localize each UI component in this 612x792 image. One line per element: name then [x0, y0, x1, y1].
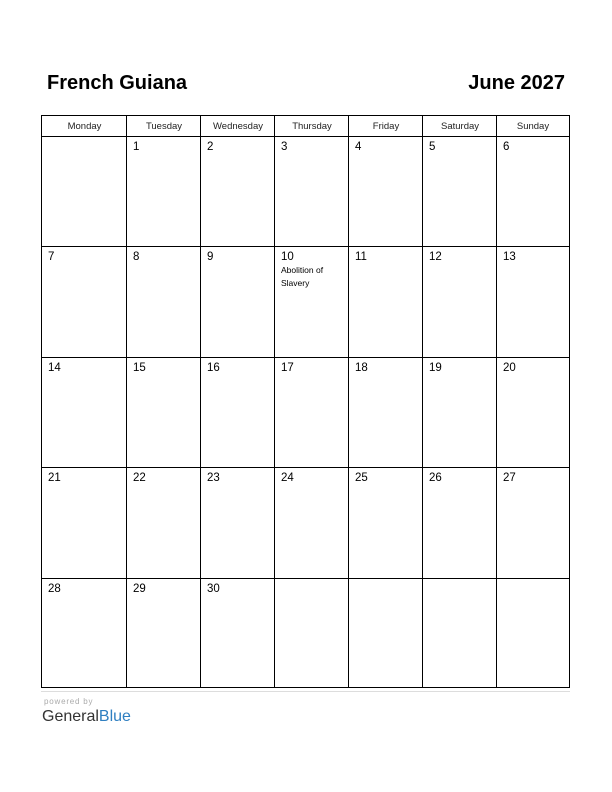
- month-year-title: June 2027: [468, 72, 565, 94]
- day-cell[interactable]: [349, 247, 423, 357]
- day-number: 19: [429, 362, 442, 374]
- day-cell[interactable]: [423, 358, 497, 468]
- day-number: 4: [355, 141, 362, 153]
- day-number: 18: [355, 362, 368, 374]
- day-cell[interactable]: [423, 247, 497, 357]
- day-number: 24: [281, 472, 294, 484]
- day-cell[interactable]: [497, 468, 569, 578]
- day-cell[interactable]: [42, 358, 127, 468]
- day-cell[interactable]: [497, 579, 569, 689]
- day-number: 23: [207, 472, 220, 484]
- calendar-header: [47, 72, 565, 98]
- logo-blue-text: Blue: [98, 708, 131, 725]
- day-cell[interactable]: [275, 579, 349, 689]
- day-cell[interactable]: [275, 358, 349, 468]
- calendar-grid: [41, 115, 570, 688]
- day-cell[interactable]: [275, 468, 349, 578]
- day-cell[interactable]: [201, 468, 275, 578]
- weekday-header-row: [42, 116, 569, 137]
- day-cell[interactable]: [275, 137, 349, 247]
- day-cell[interactable]: [127, 137, 201, 247]
- day-cell[interactable]: [127, 579, 201, 689]
- weekday-saturday: Saturday: [440, 121, 480, 132]
- day-number: 25: [355, 472, 368, 484]
- day-cell[interactable]: [497, 358, 569, 468]
- day-number: 27: [503, 472, 516, 484]
- country-title: French Guiana: [47, 72, 188, 94]
- day-number: 10: [281, 251, 294, 263]
- day-number: 28: [48, 583, 61, 595]
- day-number: 20: [503, 362, 516, 374]
- powered-by-label: powered by: [44, 697, 94, 706]
- day-number: 6: [503, 141, 510, 153]
- day-number: 26: [429, 472, 442, 484]
- weekday-thursday: Thursday: [292, 121, 332, 132]
- day-cell[interactable]: [349, 468, 423, 578]
- day-cell[interactable]: [275, 247, 349, 357]
- day-cell[interactable]: [127, 247, 201, 357]
- day-number: 7: [48, 251, 55, 263]
- day-number: 5: [429, 141, 436, 153]
- day-cell[interactable]: [42, 579, 127, 689]
- weekday-sunday: Sunday: [516, 121, 550, 132]
- day-number: 9: [207, 251, 214, 263]
- day-number: 13: [503, 251, 516, 263]
- day-number: 1: [133, 141, 140, 153]
- day-cell[interactable]: [349, 358, 423, 468]
- day-cell[interactable]: [423, 579, 497, 689]
- day-number: 3: [281, 141, 288, 153]
- logo-general-text: General: [42, 708, 99, 725]
- day-cell[interactable]: [497, 247, 569, 357]
- day-number: 17: [281, 362, 294, 374]
- day-number: 29: [133, 583, 146, 595]
- day-cell[interactable]: [497, 137, 569, 247]
- day-number: 30: [207, 583, 220, 595]
- day-number: 11: [355, 251, 367, 263]
- footer-divider: [41, 691, 570, 692]
- day-cell[interactable]: [42, 247, 127, 357]
- day-number: 16: [207, 362, 220, 374]
- weekday-wednesday: Wednesday: [213, 121, 263, 132]
- day-cell[interactable]: [201, 579, 275, 689]
- day-cell[interactable]: [201, 137, 275, 247]
- day-number: 15: [133, 362, 146, 374]
- day-number: 21: [48, 472, 61, 484]
- day-cell[interactable]: [42, 137, 127, 247]
- day-cell[interactable]: [423, 468, 497, 578]
- day-cell[interactable]: [349, 137, 423, 247]
- weekday-tuesday: Tuesday: [145, 121, 183, 132]
- day-cell[interactable]: [127, 468, 201, 578]
- day-number: 22: [133, 472, 146, 484]
- day-number: 12: [429, 251, 442, 263]
- weekday-friday: Friday: [372, 121, 400, 132]
- generalblue-logo[interactable]: [42, 708, 131, 726]
- day-cell[interactable]: [423, 137, 497, 247]
- day-cell[interactable]: [127, 358, 201, 468]
- holiday-label: Abolition of Slavery: [281, 265, 324, 288]
- day-cell[interactable]: [349, 579, 423, 689]
- day-number: 14: [48, 362, 61, 374]
- weekday-monday: Monday: [67, 121, 102, 132]
- day-cell[interactable]: [201, 358, 275, 468]
- day-cell[interactable]: [42, 468, 127, 578]
- day-cell[interactable]: [201, 247, 275, 357]
- day-number: 2: [207, 141, 214, 153]
- day-number: 8: [133, 251, 140, 263]
